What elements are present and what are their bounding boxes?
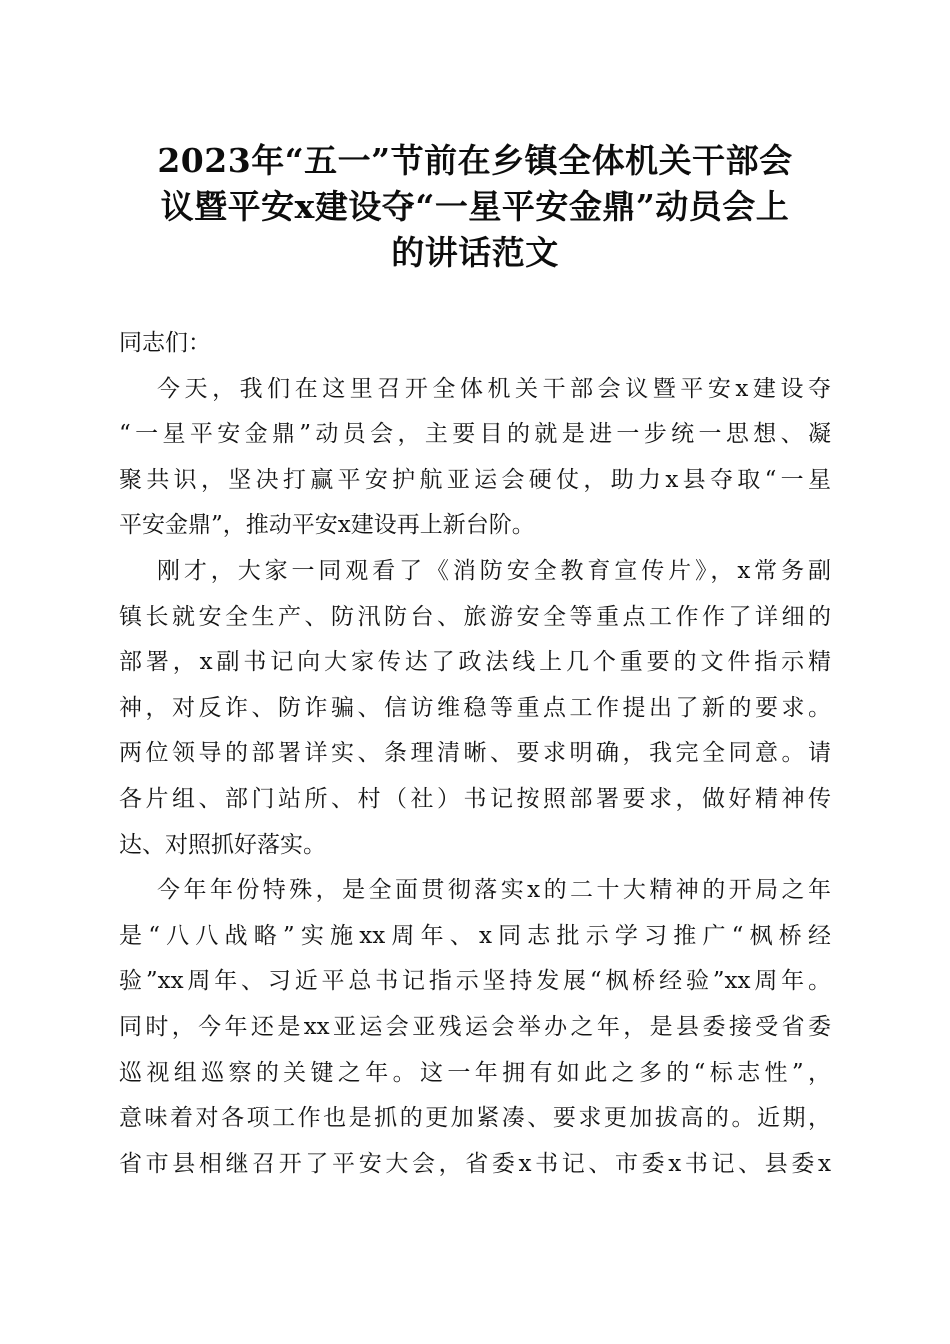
paragraph-2-line-7: 达、对照抓好落实。	[119, 831, 326, 858]
document-body	[119, 321, 831, 1187]
paragraph-3-line-2: 是“八八战略”实施xx周年、x同志批示学习推广“枫桥经	[119, 922, 831, 949]
paragraph-2-line-1: 刚才，大家一同观看了《消防安全教育宣传片》，x常务副	[157, 557, 831, 584]
title-line-1: 2023年“五一”节前在乡镇全体机关干部会	[157, 141, 793, 180]
paragraph-1-line-4: 平安金鼎”，推动平安x建设再上新台阶。	[119, 512, 535, 539]
title-line-3: 的讲话范文	[391, 233, 559, 272]
paragraph-2-line-6: 各片组、部门站所、村（社）书记按照部署要求，做好精神传	[119, 785, 831, 812]
paragraph-2-line-5: 两位领导的部署详实、条理清晰、要求明确，我完全同意。请	[119, 740, 831, 767]
salutation: 同志们：	[119, 330, 211, 356]
paragraph-1-line-2: “一星平安金鼎”动员会，主要目的就是进一步统一思想、凝	[119, 421, 831, 448]
paragraph-2-line-3: 部署，x副书记向大家传达了政法线上几个重要的文件指示精	[119, 649, 831, 676]
paragraph-3-line-3: 验”xx周年、习近平总书记指示坚持发展“枫桥经验”xx周年。	[119, 968, 831, 995]
paragraph-3-line-7: 省市县相继召开了平安大会，省委x书记、市委x书记、县委x	[119, 1150, 831, 1177]
paragraph-2-line-4: 神，对反诈、防诈骗、信访维稳等重点工作提出了新的要求。	[119, 694, 831, 721]
paragraph-3-line-4: 同时，今年还是xx亚运会亚残运会举办之年，是县委接受省委	[119, 1013, 831, 1040]
paragraph-3-line-5: 巡视组巡察的关键之年。这一年拥有如此之多的“标志性”，	[119, 1059, 831, 1086]
paragraph-3-line-1: 今年年份特殊，是全面贯彻落实x的二十大精神的开局之年	[157, 877, 831, 904]
paragraph-3-line-6: 意味着对各项工作也是抓的更加紧凑、要求更加拔高的。近期，	[119, 1105, 831, 1132]
title-line-2: 议暨平安x建设夺“一星平安金鼎”动员会上	[160, 187, 790, 226]
paragraph-1-line-1: 今天，我们在这里召开全体机关干部会议暨平安x建设夺	[157, 375, 831, 402]
paragraph-1-line-3: 聚共识，坚决打赢平安护航亚运会硬仗，助力x县夺取“一星	[119, 466, 831, 493]
paragraph-2-line-2: 镇长就安全生产、防汛防台、旅游安全等重点工作作了详细的	[119, 603, 831, 630]
document-title	[118, 138, 832, 276]
